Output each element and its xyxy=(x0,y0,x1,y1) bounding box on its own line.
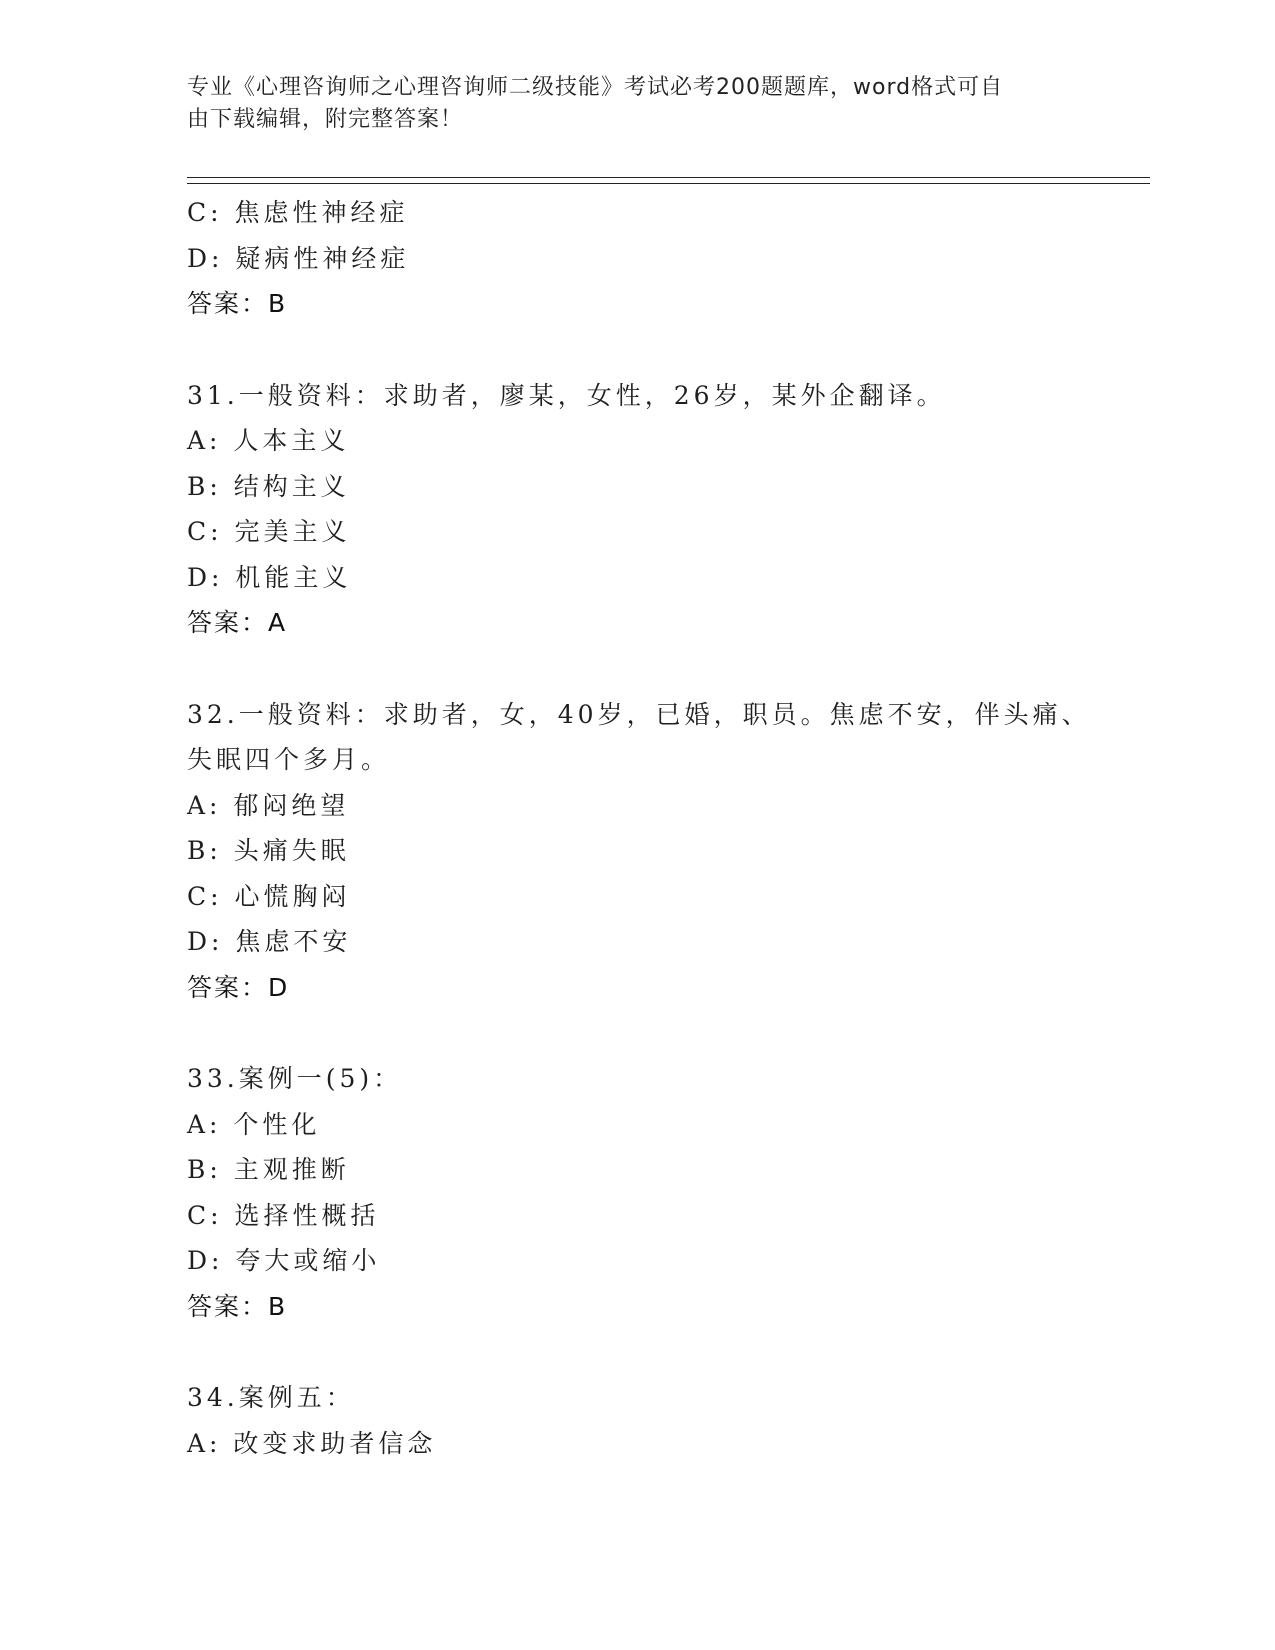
spacer xyxy=(187,327,1117,373)
option-c: C: 选择性概括 xyxy=(187,1200,380,1230)
option-b: B: 结构主义 xyxy=(187,471,350,501)
answer-line: 答案：B xyxy=(187,289,288,318)
option-d: D: 焦虑不安 xyxy=(187,927,352,956)
answer-line: 答案：D xyxy=(187,972,290,1002)
answer-line: 答案：A xyxy=(187,608,288,637)
question-31 xyxy=(187,373,1117,646)
question-stem-line-2: 失眠四个多月。 xyxy=(187,745,391,774)
option-c: C: 完美主义 xyxy=(187,517,351,546)
option-d: D: 机能主义 xyxy=(187,562,352,592)
option-d: D: 夸大或缩小 xyxy=(187,1246,381,1275)
option-d: D: 疑病性神经症 xyxy=(187,243,410,273)
option-c: C: 心慌胸闷 xyxy=(187,881,351,911)
spacer xyxy=(187,646,1117,692)
question-33 xyxy=(187,1056,1117,1329)
question-stem: 31.一般资料：求助者，廖某，女性，26岁，某外企翻译。 xyxy=(187,380,946,410)
document-header xyxy=(187,72,1067,136)
header-line-1: 专业《心理咨询师之心理咨询师二级技能》考试必考200题题库，word格式可自 xyxy=(187,75,1004,100)
header-rule-bottom xyxy=(187,183,1150,184)
option-b: B: 头痛失眠 xyxy=(187,836,350,865)
option-a: A: 郁闷绝望 xyxy=(187,790,350,820)
option-c: C: 焦虑性神经症 xyxy=(187,198,409,227)
question-continued xyxy=(187,190,1117,327)
header-rule-top xyxy=(187,177,1150,178)
question-list xyxy=(187,190,1117,1466)
option-a: A: 个性化 xyxy=(187,1109,321,1139)
header-line-2: 由下载编辑，附完整答案！ xyxy=(187,107,464,132)
answer-line: 答案：B xyxy=(187,1291,288,1321)
option-b: B: 主观推断 xyxy=(187,1155,350,1184)
spacer xyxy=(187,1329,1117,1375)
option-a: A: 人本主义 xyxy=(187,426,350,455)
question-stem: 34.案例五： xyxy=(187,1383,355,1412)
option-a: A: 改变求助者信念 xyxy=(187,1428,437,1458)
question-32 xyxy=(187,692,1117,1011)
question-stem: 33.案例一(5)： xyxy=(187,1064,403,1093)
question-stem-line-1: 32.一般资料：求助者，女，40岁，已婚，职员。焦虑不安，伴头痛、 xyxy=(187,699,1091,729)
question-34 xyxy=(187,1375,1117,1466)
spacer xyxy=(187,1010,1117,1056)
